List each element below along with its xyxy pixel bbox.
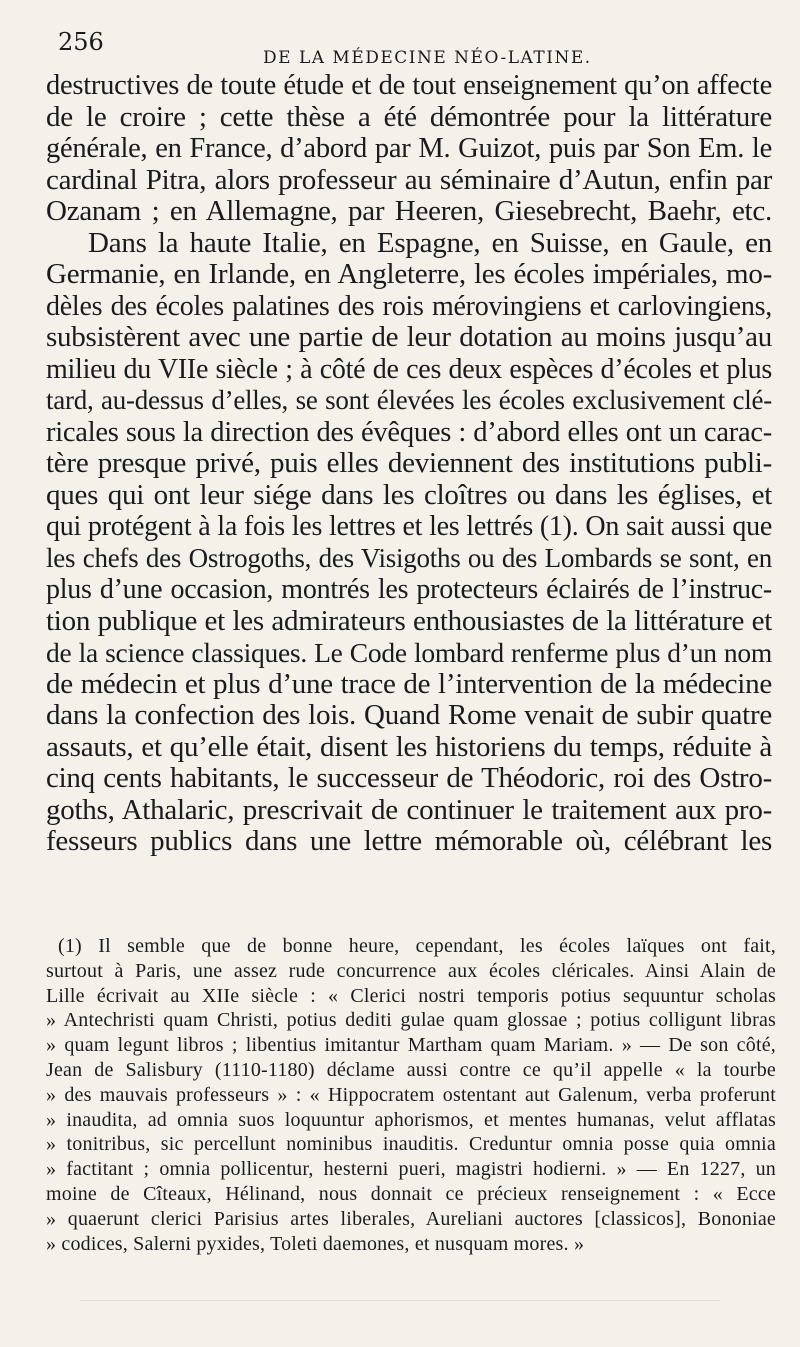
page-number: 256 xyxy=(58,28,104,56)
text-line: destructives de toute étude et de tout enseignement qu’on affecte xyxy=(46,70,772,101)
text-line: Dans la haute Italie, en Espagne, en Suisse, en Gaule, en xyxy=(88,226,772,259)
text-line: dèles des écoles palatines des rois mérovingiens et carlovingiens, xyxy=(46,290,772,322)
footnote-line: » codices, Salerni pyxides, Toleti daemones, et nusquam mores. » xyxy=(46,1232,585,1255)
footnote-line: Jean de Salisbury (1110-1180) déclame aussi contre ce qu’il appelle « la tourbe xyxy=(46,1058,776,1081)
text-line: cardinal Pitra, alors professeur au séminaire d’Autun, enfin par xyxy=(46,163,772,196)
running-title: DE LA MÉDECINE NÉO-LATINE. xyxy=(263,48,592,68)
footnote-line: » factitant ; omnia pollicentur, hesterni pueri, magistri hodierni. » — En 1227, un xyxy=(46,1158,776,1181)
text-line: dans la confection des lois. Quand Rome venait de subir quatre xyxy=(46,699,772,731)
text-line: Ozanam ; en Allemagne, par Heeren, Giesebrecht, Baehr, etc. xyxy=(46,195,772,227)
text-line: de médecin et plus d’une trace de l’intervention de la médecine xyxy=(46,667,772,700)
text-line: qui protégent à la fois les lettres et les lettrés (1). On sait aussi que xyxy=(46,511,772,542)
text-line: Germanie, en Irlande, en Angleterre, les écoles impériales, mo- xyxy=(46,258,772,290)
footnote-line: surtout à Paris, une assez rude concurrence aux écoles cléricales. Ainsi Alain de xyxy=(46,959,776,982)
text-line: tère presque privé, puis elles deviennent des institutions publi- xyxy=(46,447,772,479)
text-line: les chefs des Ostrogoths, des Visigoths ou des Lombards se sont, en xyxy=(46,542,772,573)
text-line: ricales sous la direction des évêques : d’abord elles ont un carac- xyxy=(46,416,772,448)
text-line: tard, au-dessus d’elles, se sont élevées les écoles exclusivement clé- xyxy=(46,385,772,415)
footnote-line: Lille écrivait au XIIe siècle : « Clerici nostri temporis potius sequuntur scholas xyxy=(46,984,776,1007)
text-line: de la science classiques. Le Code lombard renferme plus d’un nom xyxy=(46,637,772,668)
text-line: subsistèrent avec une partie de leur dotation au moins jusqu’au xyxy=(46,321,772,353)
text-line: cinq cents habitants, le successeur de Théodoric, roi des Ostro- xyxy=(46,762,772,794)
text-line: plus d’une occasion, montrés les protecteurs éclairés de l’instruc- xyxy=(46,574,772,605)
footnote-line: » inaudita, ad omnia suos loquuntur aphorismos, et mentes humanas, velut afflatas xyxy=(46,1108,776,1131)
main-text xyxy=(46,70,772,858)
text-line: milieu du VIIe siècle ; à côté de ces deux espèces d’écoles et plus xyxy=(46,353,772,385)
text-line: tion publique et les admirateurs enthousiastes de la littérature et xyxy=(46,604,772,637)
text-line: ques qui ont leur siége dans les cloîtres ou dans les églises, et xyxy=(46,478,772,511)
text-line: fesseurs publics dans une lettre mémorable où, célébrant les xyxy=(46,825,772,857)
footnote-line: » tonitribus, sic percellunt nominibus inauditis. Creduntur omnia posse quia omnia xyxy=(46,1133,776,1156)
footnote-line: » Antechristi quam Christi, potius dediti gulae quam glossae ; potius colligunt libras xyxy=(46,1009,776,1032)
page-header xyxy=(58,28,770,68)
footnote-line: » des mauvais professeurs » : « Hippocratem ostentant aut Galenum, verba proferunt xyxy=(46,1083,776,1106)
text-line: assauts, et qu’elle était, disent les historiens du temps, réduite à xyxy=(46,730,772,763)
footnote-line: (1) Il semble que de bonne heure, cependant, les écoles laïques ont fait, xyxy=(58,935,776,957)
footnote xyxy=(46,934,776,1256)
footnote-line: » quam legunt libros ; libentius imitantur Martham quam Mariam. » — De son côté, xyxy=(46,1034,776,1057)
footnote-line: » quaerunt clerici Parisius artes liberales, Aureliani auctores [classicos], Bononiae xyxy=(46,1207,776,1230)
text-line: goths, Athalaric, prescrivait de continuer le traitement aux pro- xyxy=(46,793,772,826)
page-rule xyxy=(80,1300,720,1301)
text-line: de le croire ; cette thèse a été démontrée pour la littérature xyxy=(46,100,772,133)
footnote-line: moine de Cîteaux, Hélinand, nous donnait ce précieux renseignement : « Ecce xyxy=(46,1182,776,1205)
text-line: générale, en France, d’abord par M. Guizot, puis par Son Em. le xyxy=(46,133,772,164)
